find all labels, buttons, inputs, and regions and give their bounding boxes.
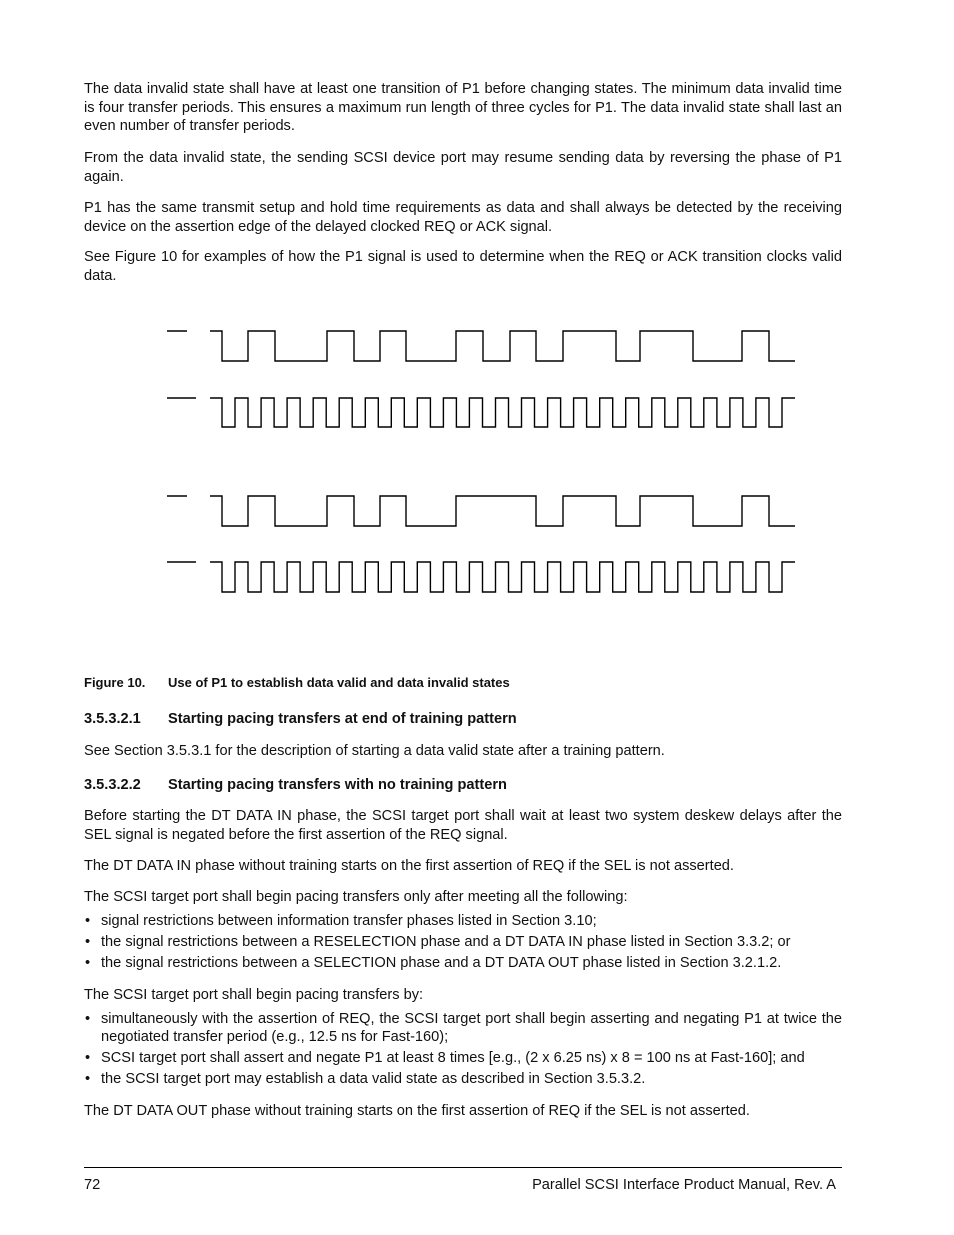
figure-caption [84, 675, 510, 690]
section-heading-3-5-3-2-1 [84, 710, 517, 728]
footer-divider [84, 1167, 842, 1168]
list-item: • signal restrictions between information transfer phases listed in Section 3.10; [84, 912, 842, 930]
page-number: 72 [84, 1177, 101, 1193]
list-item: • the signal restrictions between a SELECTION phase and a DT DATA OUT phase listed in Section 3.2.1.2. [84, 954, 842, 972]
req-waveform-2 [210, 562, 795, 592]
section-2-list-2-intro: The SCSI target port shall begin pacing transfers by: [84, 987, 424, 1003]
section-heading-3-5-3-2-2 [84, 776, 507, 794]
paragraph-resume-data: From the data invalid state, the sending SCSI device port may resume sending data by reversing the phase of P1 again. [84, 150, 842, 185]
section-2-list-1-intro: The SCSI target port shall begin pacing transfers only after meeting all the following: [84, 889, 628, 905]
list-item: • simultaneously with the assertion of REQ, the SCSI target port shall begin asserting and negating P1 at twice the negotiated transfer period (e.g., 12.5 ns for Fast-160); [84, 1010, 842, 1046]
list-item: • SCSI target port shall assert and negate P1 at least 8 times [e.g., (2 x 6.25 ns) x 8 = 100 ns at Fast-160]; and [84, 1049, 842, 1067]
req-waveform-1 [210, 398, 795, 427]
section-number: 3.5.3.2.1 [84, 711, 141, 727]
section-title: Starting pacing transfers with no training pattern [168, 777, 507, 793]
section-title: Starting pacing transfers at end of training pattern [168, 711, 517, 727]
figure-number: Figure 10. [84, 675, 146, 690]
bullet-list-2 [84, 1010, 842, 1091]
paragraph-p1-invalid-state: The data invalid state shall have at least one transition of P1 before changing states. The minimum data invalid time is four transfer periods. This ensures a maximum run length of three cycles for P1. The data invalid state shall last an even number of transfer periods. [84, 81, 842, 135]
p1-waveform-2 [210, 496, 795, 526]
paragraph-p1-timing: P1 has the same transmit setup and hold time requirements as data and shall always be detected by the receiving device on the assertion edge of the delayed clocked REQ or ACK signal. [84, 200, 842, 235]
list-item: • the SCSI target port may establish a data valid state as described in Section 3.5.3.2. [84, 1070, 842, 1088]
bullet-list-1 [84, 912, 842, 975]
p1-waveform-1 [210, 331, 795, 361]
manual-title: Parallel SCSI Interface Product Manual, Rev. A [532, 1177, 836, 1193]
section-number: 3.5.3.2.2 [84, 777, 141, 793]
section-2-body-1: Before starting the DT DATA IN phase, the SCSI target port shall wait at least two system deskew delays after the SEL signal is negated before the first assertion of the REQ signal. [84, 808, 842, 843]
list-item: • the signal restrictions between a RESELECTION phase and a DT DATA IN phase listed in Section 3.3.2; or [84, 933, 842, 951]
section-2-body-3: The DT DATA OUT phase without training starts on the first assertion of REQ if the SEL is not asserted. [84, 1103, 750, 1119]
section-2-body-2: The DT DATA IN phase without training starts on the first assertion of REQ if the SEL is not asserted. [84, 858, 734, 874]
paragraph-see-figure: See Figure 10 for examples of how the P1 signal is used to determine when the REQ or ACK transition clocks valid data. [84, 249, 842, 284]
figure-caption-text: Use of P1 to establish data valid and data invalid states [168, 675, 510, 690]
timing-diagram [0, 300, 954, 610]
section-1-body: See Section 3.5.3.1 for the description of starting a data valid state after a training pattern. [84, 743, 665, 759]
